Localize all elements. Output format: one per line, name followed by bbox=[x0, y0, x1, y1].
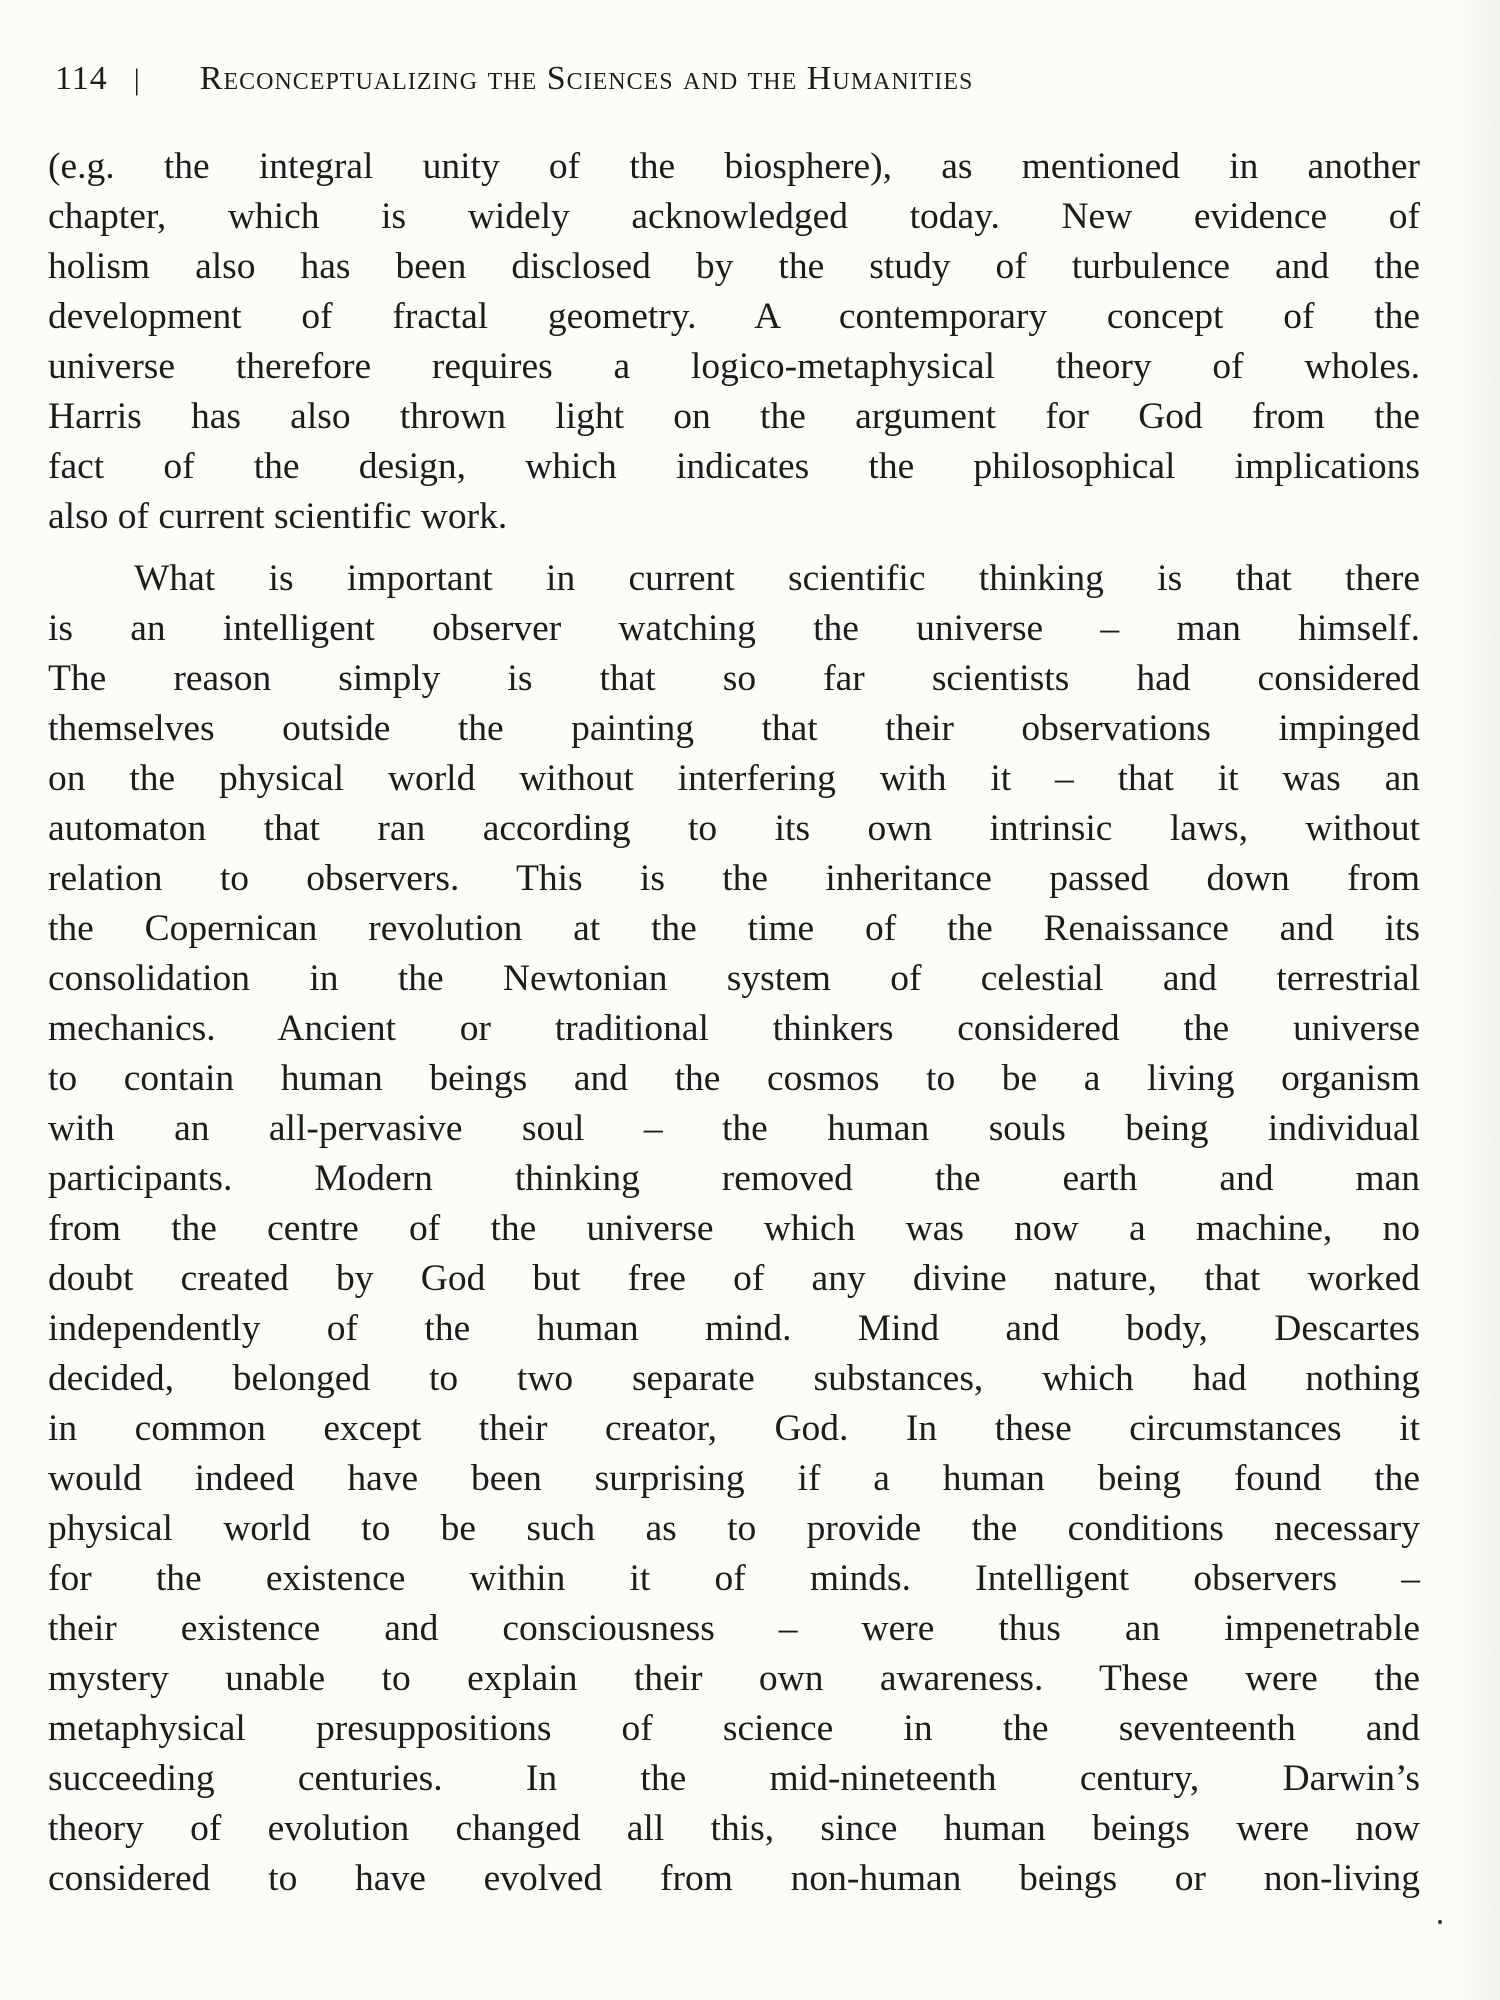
body-text bbox=[48, 142, 1420, 1904]
text-line: universe therefore requires a logico-metaphysical theory of wholes. bbox=[48, 346, 1420, 387]
header-separator: | bbox=[133, 63, 140, 96]
text-line: The reason simply is that so far scientists had considered bbox=[48, 658, 1420, 699]
text-line: from the centre of the universe which was now a machine, no bbox=[48, 1208, 1420, 1249]
text-line: chapter, which is widely acknowledged today. New evidence of bbox=[48, 196, 1420, 237]
text-line: considered to have evolved from non-human beings or non-living bbox=[48, 1858, 1420, 1899]
paragraph-1 bbox=[48, 142, 1420, 542]
text-line: for the existence within it of minds. Intelligent observers – bbox=[48, 1558, 1420, 1599]
text-line: holism also has been disclosed by the study of turbulence and the bbox=[48, 246, 1420, 287]
text-line: development of fractal geometry. A contemporary concept of the bbox=[48, 296, 1420, 337]
page-edge-shadow bbox=[1454, 0, 1500, 2000]
text-line: theory of evolution changed all this, since human beings were now bbox=[48, 1808, 1420, 1849]
text-line: with an all-pervasive soul – the human souls being individual bbox=[48, 1108, 1420, 1149]
text-line: (e.g. the integral unity of the biosphere), as mentioned in another bbox=[48, 146, 1420, 187]
running-head bbox=[55, 60, 1415, 110]
text-line: metaphysical presuppositions of science in the seventeenth and bbox=[48, 1708, 1420, 1749]
text-line: physical world to be such as to provide the conditions necessary bbox=[48, 1508, 1420, 1549]
text-line: would indeed have been surprising if a human being found the bbox=[48, 1458, 1420, 1499]
page-number: 114 bbox=[55, 60, 108, 97]
text-line: decided, belonged to two separate substances, which had nothing bbox=[48, 1358, 1420, 1399]
text-line: automaton that ran according to its own intrinsic laws, without bbox=[48, 808, 1420, 849]
text-line: fact of the design, which indicates the philosophical implications bbox=[48, 446, 1420, 487]
text-line: is an intelligent observer watching the universe – man himself. bbox=[48, 608, 1420, 649]
text-line: also of current scientific work. bbox=[48, 496, 508, 537]
text-line: consolidation in the Newtonian system of celestial and terrestrial bbox=[48, 958, 1420, 999]
paper-speck bbox=[1438, 1920, 1442, 1924]
text-line: mechanics. Ancient or traditional thinkers considered the universe bbox=[48, 1008, 1420, 1049]
text-line: on the physical world without interfering with it – that it was an bbox=[48, 758, 1420, 799]
text-line: mystery unable to explain their own awareness. These were the bbox=[48, 1658, 1420, 1699]
running-head-title: Reconceptualizing the Sciences and the Humanities bbox=[199, 60, 974, 97]
text-line: in common except their creator, God. In these circumstances it bbox=[48, 1408, 1420, 1449]
text-line: doubt created by God but free of any divine nature, that worked bbox=[48, 1258, 1420, 1299]
text-line: themselves outside the painting that their observations impinged bbox=[48, 708, 1420, 749]
text-line: What is important in current scientific thinking is that there bbox=[134, 558, 1420, 599]
text-line: relation to observers. This is the inheritance passed down from bbox=[48, 858, 1420, 899]
text-line: Harris has also thrown light on the argument for God from the bbox=[48, 396, 1420, 437]
paragraph-2 bbox=[48, 554, 1420, 1904]
text-line: their existence and consciousness – were thus an impenetrable bbox=[48, 1608, 1420, 1649]
text-line: participants. Modern thinking removed the earth and man bbox=[48, 1158, 1420, 1199]
text-line: the Copernican revolution at the time of the Renaissance and its bbox=[48, 908, 1420, 949]
text-line: succeeding centuries. In the mid-nineteenth century, Darwin’s bbox=[48, 1758, 1420, 1799]
text-line: independently of the human mind. Mind and body, Descartes bbox=[48, 1308, 1420, 1349]
text-line: to contain human beings and the cosmos to be a living organism bbox=[48, 1058, 1420, 1099]
